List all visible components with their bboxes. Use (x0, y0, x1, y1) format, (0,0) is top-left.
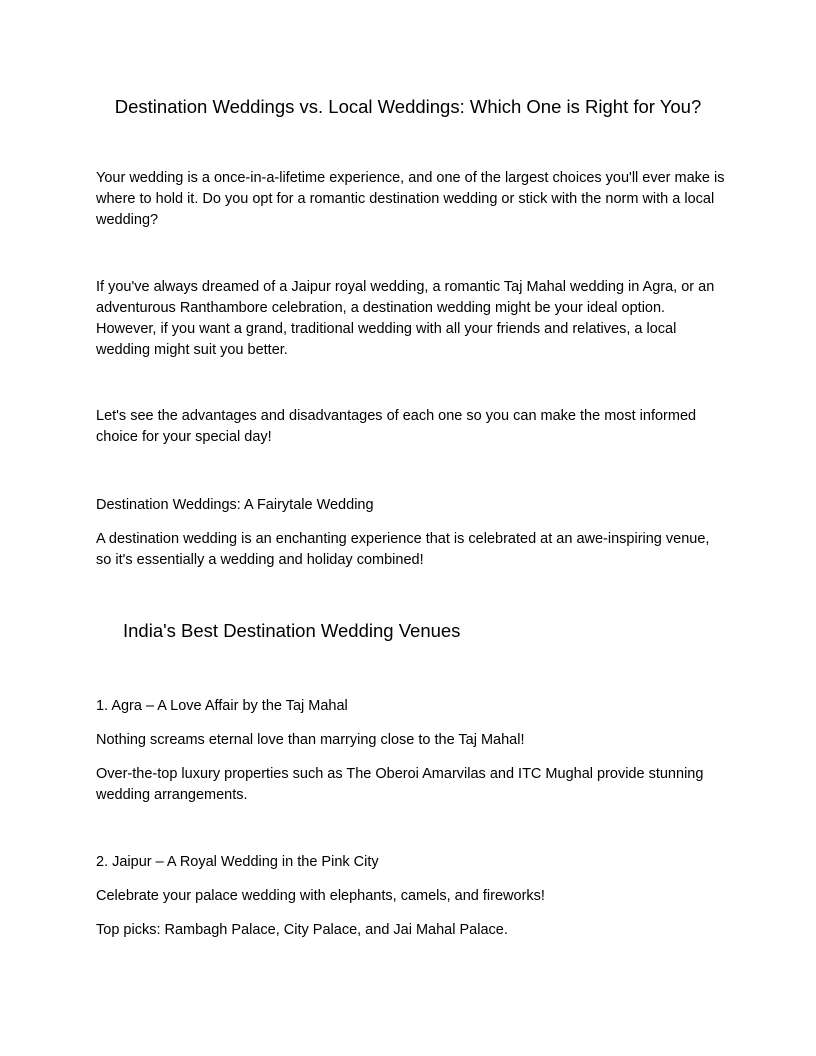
venue-agra-line-2: Over-the-top luxury properties such as The Oberoi Amarvilas and ITC Mughal provide stunning wedding arrangements. (96, 766, 704, 803)
venue-jaipur-line-2: Top picks: Rambagh Palace, City Palace, and Jai Mahal Palace. (96, 922, 508, 938)
venue-jaipur-line-1: Celebrate your palace wedding with elephants, camels, and fireworks! (96, 888, 545, 904)
dream-paragraph: If you've always dreamed of a Jaipur royal wedding, a romantic Taj Mahal wedding in Agra, or an adventurous Ranthambore celebration, a destination wedding might be your ideal option. However, if you want a grand, traditional wedding with all your friends and relatives, a local wedding might suit you better. (96, 279, 715, 358)
venue-agra-line-1: Nothing screams eternal love than marrying close to the Taj Mahal! (96, 732, 525, 748)
advantages-paragraph: Let's see the advantages and disadvantages of each one so you can make the most informed choice for your special day! (96, 408, 697, 445)
document-title: Destination Weddings vs. Local Weddings: Which One is Right for You? (114, 96, 702, 117)
venues-heading: India's Best Destination Wedding Venues (123, 620, 461, 641)
destination-weddings-description: A destination wedding is an enchanting experience that is celebrated at an awe-inspiring venue, so it's essentially a wedding and holiday combined! (96, 531, 710, 568)
venue-agra-heading: 1. Agra – A Love Affair by the Taj Mahal (96, 698, 348, 714)
intro-paragraph: Your wedding is a once-in-a-lifetime experience, and one of the largest choices you'll ever make is where to hold it. Do you opt for a romantic destination wedding or stick with the norm with a local wedding? (96, 170, 725, 228)
venue-jaipur-heading: 2. Jaipur – A Royal Wedding in the Pink City (96, 854, 379, 870)
destination-weddings-heading: Destination Weddings: A Fairytale Wedding (96, 497, 374, 513)
